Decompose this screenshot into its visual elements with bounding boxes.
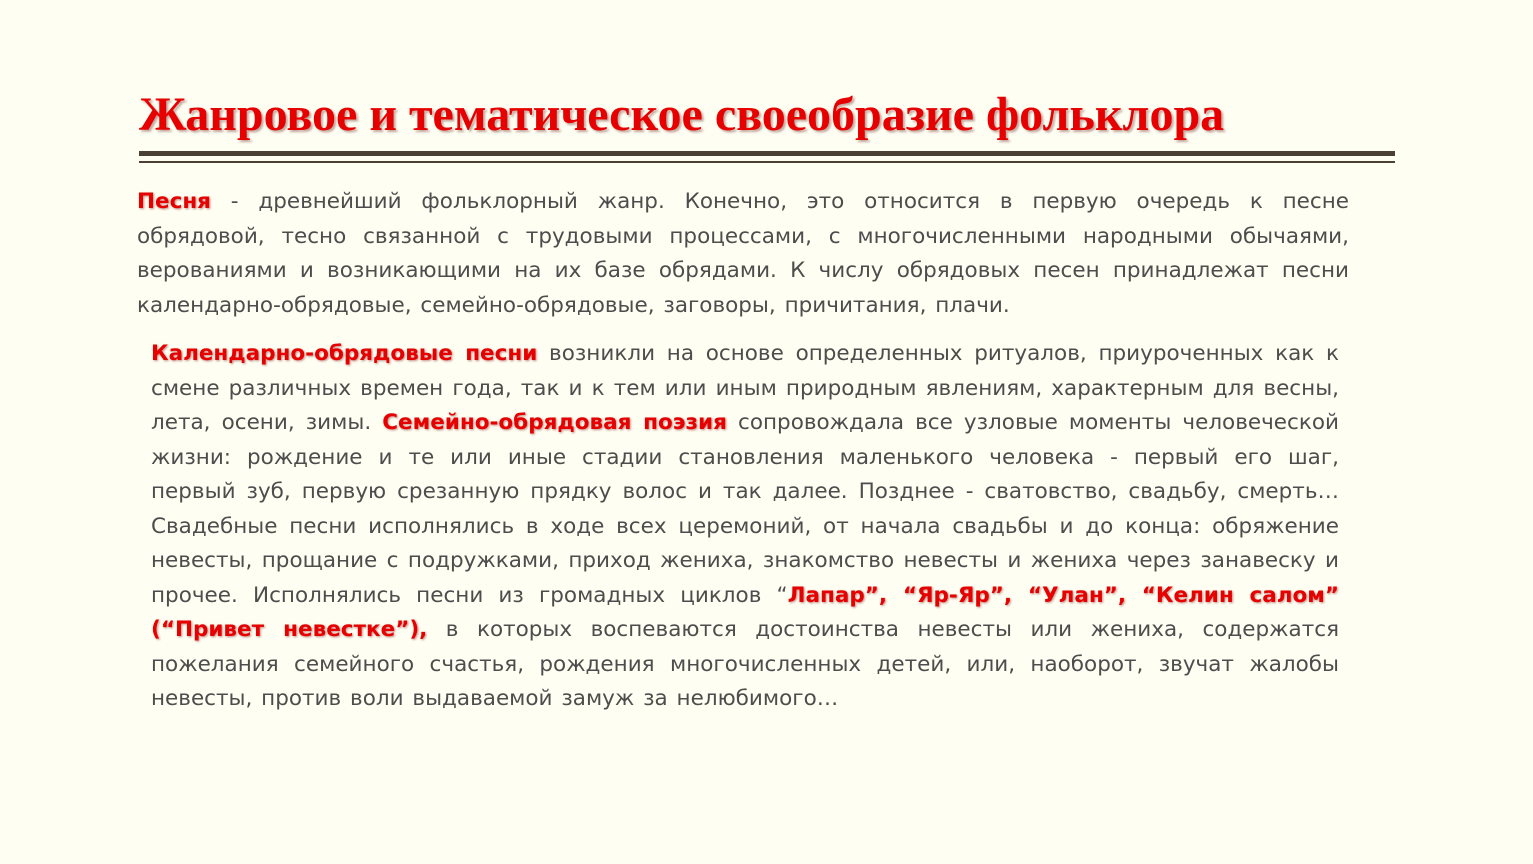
- term-song-cycles: Лапар”, “Яр-Яр”, “Улан”, “Келин салом” (“Привет невестке”),: [151, 582, 1339, 642]
- paragraph-song: [137, 185, 1349, 323]
- paragraph-song-text: - древнейший фольклорный жанр. Конечно, это относится в первую очередь к песне обрядовой, тесно связанной с трудовыми процессами, с многочисленными народными обычаями, верованиями и возникающими на их базе обрядами. К числу обрядовых песен принадлежат песни календарно-обрядовые, семейно-обрядовые, заговоры, причитания, плачи.: [137, 189, 1349, 318]
- paragraph-ritual-text-3: в которых воспеваются достоинства невесты или жениха, содержатся пожелания семейного счастья, рождения многочисленных детей, или, наоборот, звучат жалобы невесты, против воли выдаваемой замуж за нелюбимого…: [151, 617, 1339, 711]
- title-underline-thick: [139, 151, 1395, 156]
- slide-title: Жанровое и тематическое своеобразие фольклора: [139, 88, 1225, 141]
- title-underline-thin: [139, 161, 1395, 163]
- paragraph-ritual-text-1: возникли на основе определенных ритуалов, приуроченных как к смене различных времен года, так и к тем или иным природным явлениям, характерным для весны, лета, осени, зимы.: [151, 341, 1339, 435]
- term-family-ritual-poetry: Семейно-обрядовая поэзия: [382, 410, 727, 435]
- term-calendar-ritual-songs: Календарно-обрядовые песни: [151, 341, 538, 366]
- paragraph-ritual-text-2: сопровождала все узловые моменты человеческой жизни: рождение и те или иные стадии становления маленького человека - первый его шаг, первый зуб, первую срезанную прядку волос и так далее. Позднее - сватовство, свадьбу, смерть… Свадебные песни исполнялись в ходе всех церемоний, от начала свадьбы и до конца: обряжение невесты, прощание с подружками, приход жениха, знакомство невесты и жениха через занавеску и прочее. Исполнялись песни из громадных циклов “: [151, 410, 1339, 608]
- term-song: Песня: [137, 189, 211, 214]
- paragraph-ritual-songs: [151, 337, 1339, 717]
